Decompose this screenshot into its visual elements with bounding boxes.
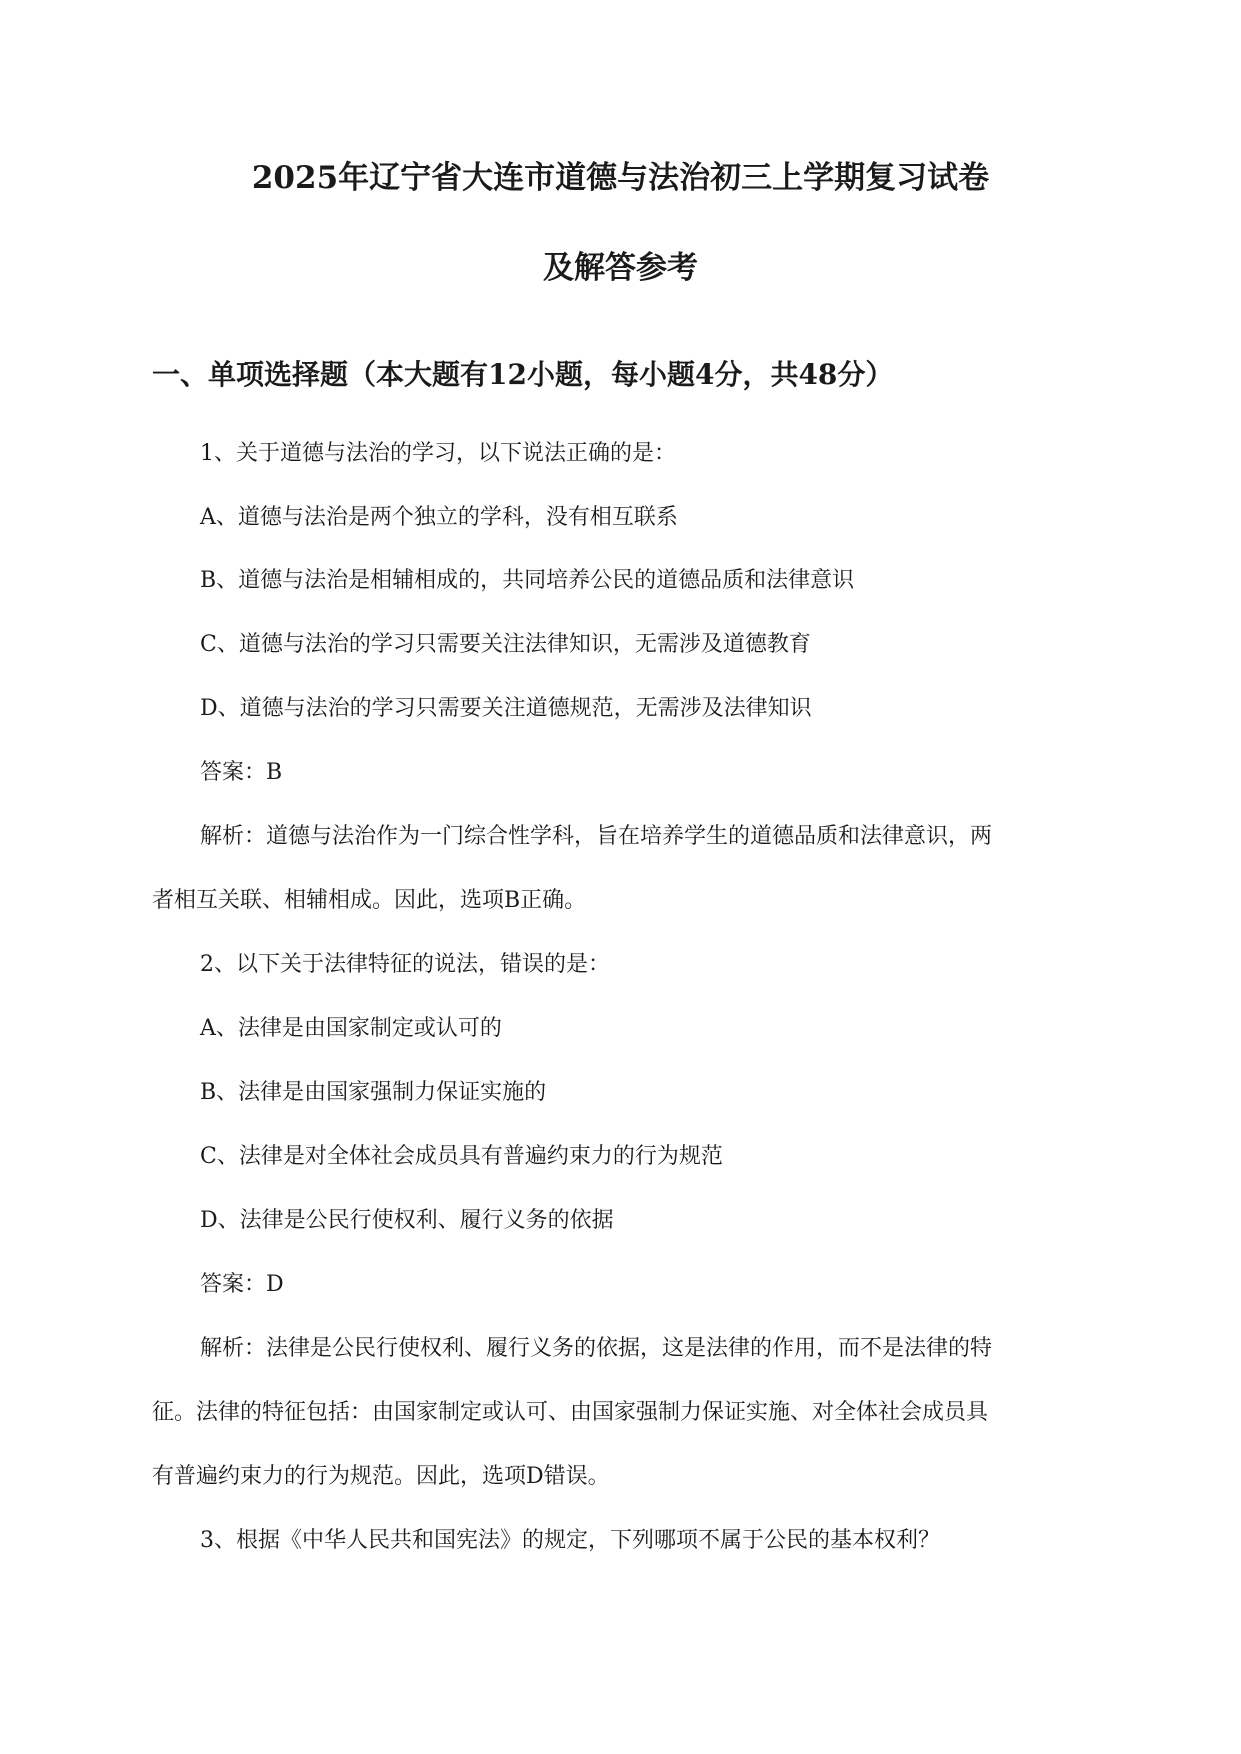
question-1-stem: 1、关于道德与法治的学习，以下说法正确的是： <box>200 441 676 466</box>
question-1-answer: 答案：B <box>200 760 283 785</box>
question-1-option-c: C、道德与法治的学习只需要关注法律知识，无需涉及道德教育 <box>200 632 811 657</box>
question-2-option-b: B、法律是由国家强制力保证实施的 <box>200 1080 547 1105</box>
question-1-analysis-line-2: 者相互关联、相辅相成。因此，选项B正确。 <box>152 888 587 913</box>
question-2-analysis-line-1: 解析：法律是公民行使权利、履行义务的依据，这是法律的作用，而不是法律的特 <box>200 1336 993 1361</box>
document-title-line-1: 2025年辽宁省大连市道德与法治初三上学期复习试卷 <box>251 160 990 196</box>
question-2-option-d: D、法律是公民行使权利、履行义务的依据 <box>200 1208 614 1233</box>
question-2-option-c: C、法律是对全体社会成员具有普遍约束力的行为规范 <box>200 1144 723 1169</box>
question-1-analysis-line-1: 解析：道德与法治作为一门综合性学科，旨在培养学生的道德品质和法律意识，两 <box>200 824 993 849</box>
question-2-analysis-line-3: 有普遍约束力的行为规范。因此，选项D错误。 <box>152 1464 610 1489</box>
question-1-option-b: B、道德与法治是相辅相成的，共同培养公民的道德品质和法律意识 <box>200 568 855 593</box>
question-1-option-d: D、道德与法治的学习只需要关注道德规范，无需涉及法律知识 <box>200 696 812 721</box>
question-3-stem: 3、根据《中华人民共和国宪法》的规定，下列哪项不属于公民的基本权利？ <box>200 1528 940 1553</box>
question-2-analysis-line-2: 征。法律的特征包括：由国家制定或认可、由国家强制力保证实施、对全体社会成员具 <box>152 1400 989 1425</box>
question-2-answer: 答案：D <box>200 1272 284 1297</box>
section-heading: 一、单项选择题（本大题有12小题，每小题4分，共48分） <box>152 358 894 391</box>
question-2-stem: 2、以下关于法律特征的说法，错误的是： <box>200 952 610 977</box>
question-2-option-a: A、法律是由国家制定或认可的 <box>200 1016 502 1041</box>
question-1-option-a: A、道德与法治是两个独立的学科，没有相互联系 <box>200 505 678 530</box>
document-title-line-2: 及解答参考 <box>543 250 698 286</box>
